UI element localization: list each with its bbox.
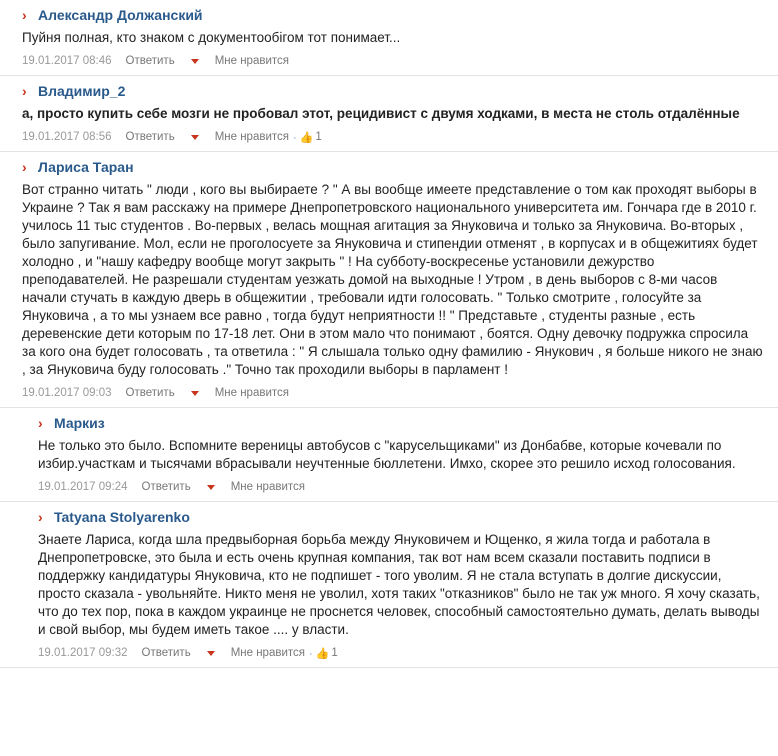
like-button[interactable]: Мне нравится [214,131,289,143]
comment-text: Вот странно читать " люди , кого вы выбираете ? " А вы вообще имеете представление о том как проходят выборы в Украине ? Так я вам расскажу на примере Днепропетровского национального университета им. Гончара где в 2010 г. училось 11 тыс студентов . Во-первых , велась мощная агитация за Януковича и только за Януковича. Во-вторых , было запугивание. Мол, если не проголосуете за Януковича и стипендии отменят , в корпусах и в общежитиях будет холодно , и "нашу кафедру вообще могут закрыть " ! На субботу-воскресенье установили дежурство преподавателей. Не разрешали студентам уезжать домой на выходные ! Утром , в день выборов с 8-ми часов начали стучать в каждую дверь в общежитии , требовали идти голосовать. " Только смотрите , голосуйте за Януковича , а то мы узнаем все равно , тогда будут неприятности !! " Представьте , студенты разные , есть деревенские дети которым по 17-18 лет. Они в этом мало что понимают , боятся. Одну девочку подружка спросила за кого она будет голосовать , та ответила : " Я слышала только одну фамилию - Янукович , я больше никого не знаю , за Януковича буду голосовать ." Точно так проходили выборы в парламент ! [22,182,763,377]
like-count: 1 [331,647,338,659]
reply-arrow-icon: › [38,415,43,431]
dropdown-caret-icon[interactable] [191,59,199,64]
reply-comment [0,502,778,668]
comment-author[interactable]: Лариса Таран [38,159,134,175]
reply-button[interactable]: Ответить [141,647,191,659]
reply-button[interactable]: Ответить [125,387,175,399]
reply-button[interactable]: Ответить [125,55,175,67]
comment [0,152,778,408]
comment-date: 19.01.2017 09:03 [22,387,112,399]
comment-text: Знаете Лариса, когда шла предвыборная борьба между Януковичем и Ющенко, я жила тогда и работала в Днепропетровске, это была и есть очень крупная компания, так вот нам всем сказали поставить подписи в поддержку кандидатуры Януковича, кто не подпишет - того уволим. Я не стала вступать в долгие дискуссии, просто сказала - увольняйте. Никто меня не уволил, хотя таких "отказников" было не так уж много. Я хочу сказать, что до тех пор, пока в каждом украинце не проснется человек, способный самостоятельно думать, делать выводы и свой выбор, мы будем иметь такое .... у власти. [38,532,760,637]
comment-author[interactable]: Владимир_2 [38,83,126,99]
comment-text: а, просто купить себе мозги не пробовал этот, рецидивист с двумя ходками, в места не столь отдалённые [22,106,740,121]
like-count: 1 [315,131,322,143]
comment [0,76,778,152]
comment-date: 19.01.2017 09:32 [38,647,128,659]
dropdown-caret-icon[interactable] [207,651,215,656]
like-button[interactable]: Мне нравится [230,481,305,493]
like-button[interactable]: Мне нравится [214,387,289,399]
comment-author[interactable]: Tatyana Stolyarenko [54,509,190,525]
comment [0,0,778,76]
comment-text: Не только это было. Вспомните вереницы автобусов с "карусельщиками" из Донбабве, которые кочевали по избир.участкам и тысячами вбрасывали неучтенные бюллетени. Имхо, скорее это решило исход голосования. [38,438,736,471]
comment-author[interactable]: Александр Должанский [38,7,203,23]
thumbs-up-icon: · 👍 [309,647,330,660]
reply-button[interactable]: Ответить [141,481,191,493]
reply-comment [0,408,778,502]
reply-arrow-icon: › [22,7,27,23]
dropdown-caret-icon[interactable] [191,135,199,140]
dropdown-caret-icon[interactable] [207,485,215,490]
like-button[interactable]: Мне нравится [214,55,289,67]
reply-arrow-icon: › [22,159,27,175]
comment-date: 19.01.2017 08:46 [22,55,112,67]
thumbs-up-icon: · 👍 [293,131,314,144]
comment-date: 19.01.2017 08:56 [22,131,112,143]
reply-button[interactable]: Ответить [125,131,175,143]
comment-text: Пуйня полная, кто знаком с документообігом тот понимает... [22,30,401,45]
reply-arrow-icon: › [22,83,27,99]
like-button[interactable]: Мне нравится [230,647,305,659]
comment-date: 19.01.2017 09:24 [38,481,128,493]
comment-author[interactable]: Маркиз [54,415,105,431]
reply-arrow-icon: › [38,509,43,525]
dropdown-caret-icon[interactable] [191,391,199,396]
